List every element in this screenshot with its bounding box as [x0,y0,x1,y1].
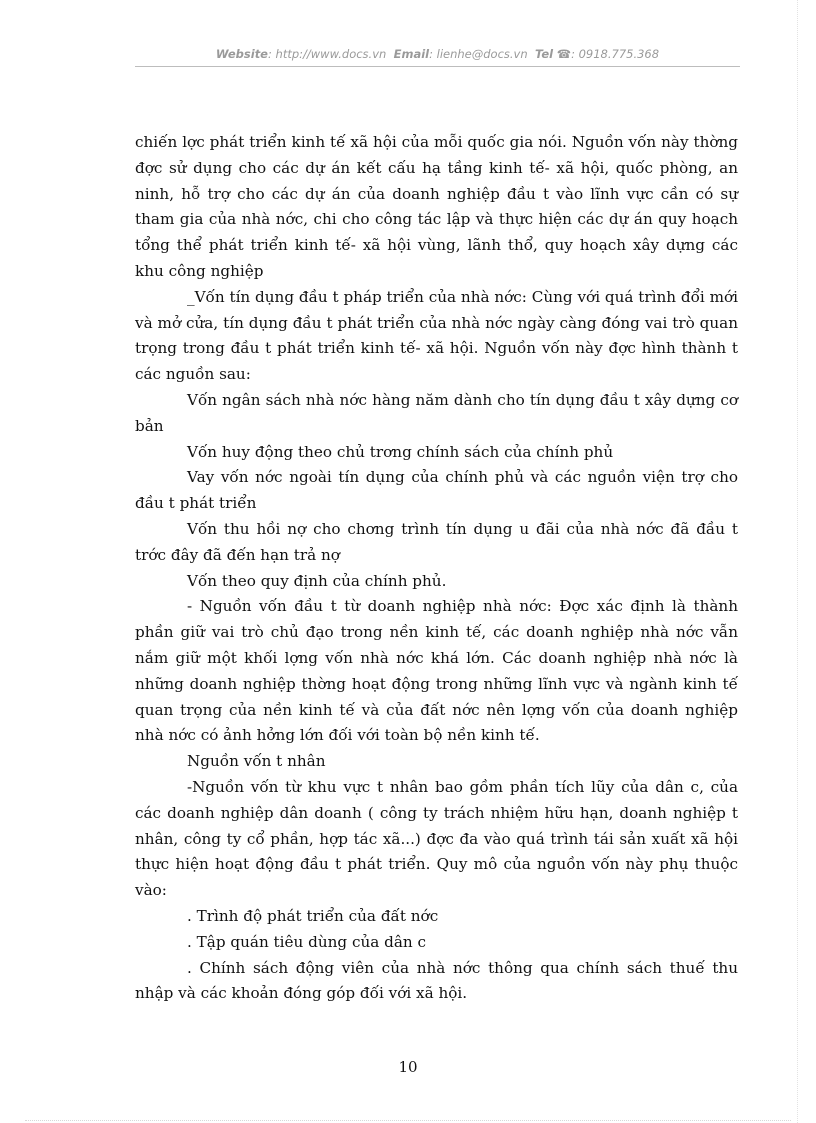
email-label: Email [393,47,430,61]
website-value: : http://www.docs.vn [268,47,387,61]
paragraph-debt-recovery: Vốn thu hồi nợ cho chơng trình tín dụng u đãi của nhà nớc đã đầu t trớc đây đã đến hạn trả nợ [135,519,738,564]
page-number: 10 [398,1058,418,1076]
paragraph-government-regulation: Vốn theo quy định của chính phủ. [187,571,447,590]
header-divider [135,66,740,67]
paragraph-state-credit: _Vốn tín dụng đầu t pháp triển của nhà nớc: Cùng với quá trình đổi mới và mở cửa, tín dụng đầu t phát triển của nhà nớc ngày càng đóng vai trò quan trọng trong đầu t phát triển kinh tế- xã hội. Nguồn vốn này đợc hình thành t các nguồn sau: [135,287,738,384]
page-edge-line [797,0,798,1123]
paragraph-budget-capital: Vốn ngân sách nhà nớc hàng năm dành cho tín dụng đầu t xây dựng cơ bản [135,390,738,435]
paragraph-mobilized-capital: Vốn huy động theo chủ trơng chính sách của chính phủ [187,442,614,461]
tel-value: : 0918.775.368 [571,47,660,61]
paragraph-state-enterprises: - Nguồn vốn đầu t từ doanh nghiệp nhà nớc: Đợc xác định là thành phần giữ vai trò chủ đạo trong nền kinh tế, các doanh nghiệp nhà nớc vẫn nắm giữ một khối lợng vốn nhà nớc khá lớn. Các doanh nghiệp nhà nớc là những doanh nghiệp thờng hoạt động trong những lĩnh vực và ngành kinh tế quan trọng của nền kinh tế và của đất nớc nên lợng vốn của doanh nghiệp nhà nớc có ảnh hởng lớn đối với toàn bộ nền kinh tế. [135,597,738,745]
email-value: : lienhe@docs.vn [429,47,528,61]
footer-divider [25,1120,791,1121]
paragraph-mobilization-policy: . Chính sách động viên của nhà nớc thông qua chính sách thuế thu nhập và các khoản đóng góp đối với xã hội. [135,958,738,1003]
paragraph-intro: chiến lợc phát triển kinh tế xã hội của mỗi quốc gia nói. Nguồn vốn này thờng đợc sử dụng cho các dự án kết cấu hạ tầng kinh tế- xã hội, quốc phòng, an ninh, hỗ trợ cho các dự án của doanh nghiệp đầu t vào lĩnh vực cần có sự tham gia của nhà nớc, chi cho công tác lập và thực hiện các dự án quy hoạch tổng thể phát triển kinh tế- xã hội vùng, lãnh thổ, quy hoạch xây dựng các khu công nghiệp [135,133,738,280]
paragraph-foreign-loans: Vay vốn nớc ngoài tín dụng của chính phủ và các nguồn viện trợ cho đầu t phát triển [135,468,738,513]
document-body [135,130,738,1007]
tel-label: Tel [534,47,554,61]
paragraph-consumption-habits: . Tập quán tiêu dùng của dân c [187,932,427,951]
website-label: Website [215,47,268,61]
phone-icon: ☎ [556,47,572,61]
paragraph-development-level: . Trình độ phát triển của đất nớc [187,906,439,925]
paragraph-private-heading: Nguồn vốn t nhân [187,752,326,771]
page-header [135,47,740,61]
paragraph-private-sector: -Nguồn vốn từ khu vực t nhân bao gồm phần tích lũy của dân c, của các doanh nghiệp dân doanh ( công ty trách nhiệm hữu hạn, doanh nghiệp t nhân, công ty cổ phần, hợp tác xã...) đợc đa vào quá trình tái sản xuất xã hội thực hiện hoạt động đầu t phát triển. Quy mô của nguồn vốn này phụ thuộc vào: [135,777,738,900]
